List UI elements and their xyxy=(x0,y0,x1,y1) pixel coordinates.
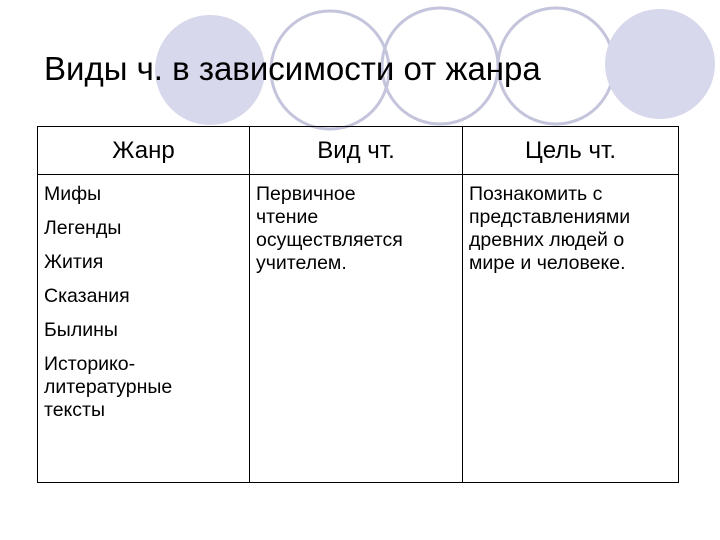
header-genre: Жанр xyxy=(38,127,250,175)
text-line: представлениями xyxy=(469,206,631,228)
text-line: Познакомить с xyxy=(469,183,603,205)
genre-list xyxy=(38,175,249,422)
text-line: древних людей о xyxy=(469,229,625,251)
list-item: Былины xyxy=(44,319,118,341)
list-item: Сказания xyxy=(44,285,130,307)
genre-reading-table xyxy=(37,126,679,483)
cell-genres xyxy=(38,175,250,483)
list-item-line: литературные xyxy=(44,376,173,398)
list-item-line: тексты xyxy=(44,399,106,421)
list-item xyxy=(44,353,243,422)
cell-reading-goal xyxy=(463,175,679,483)
list-item: Жития xyxy=(44,251,104,273)
text-line: мире и человеке. xyxy=(469,252,626,274)
text-line: учителем. xyxy=(256,252,347,274)
list-item: Легенды xyxy=(44,217,122,239)
table-row xyxy=(38,175,679,483)
header-reading-type: Вид чт. xyxy=(250,127,463,175)
text-line: чтение xyxy=(256,206,319,228)
table-header-row xyxy=(38,127,679,175)
cell-reading-type xyxy=(250,175,463,483)
header-reading-goal: Цель чт. xyxy=(463,127,679,175)
text-line: осуществляется xyxy=(256,229,403,251)
slide-title: Виды ч. в зависимости от жанра xyxy=(44,50,541,87)
reading-goal-text xyxy=(463,175,678,275)
text-line: Первичное xyxy=(256,183,356,205)
list-item-line: Историко- xyxy=(44,353,136,375)
reading-type-text xyxy=(250,175,462,275)
list-item: Мифы xyxy=(44,183,102,205)
decorative-circle-filled xyxy=(605,9,715,119)
